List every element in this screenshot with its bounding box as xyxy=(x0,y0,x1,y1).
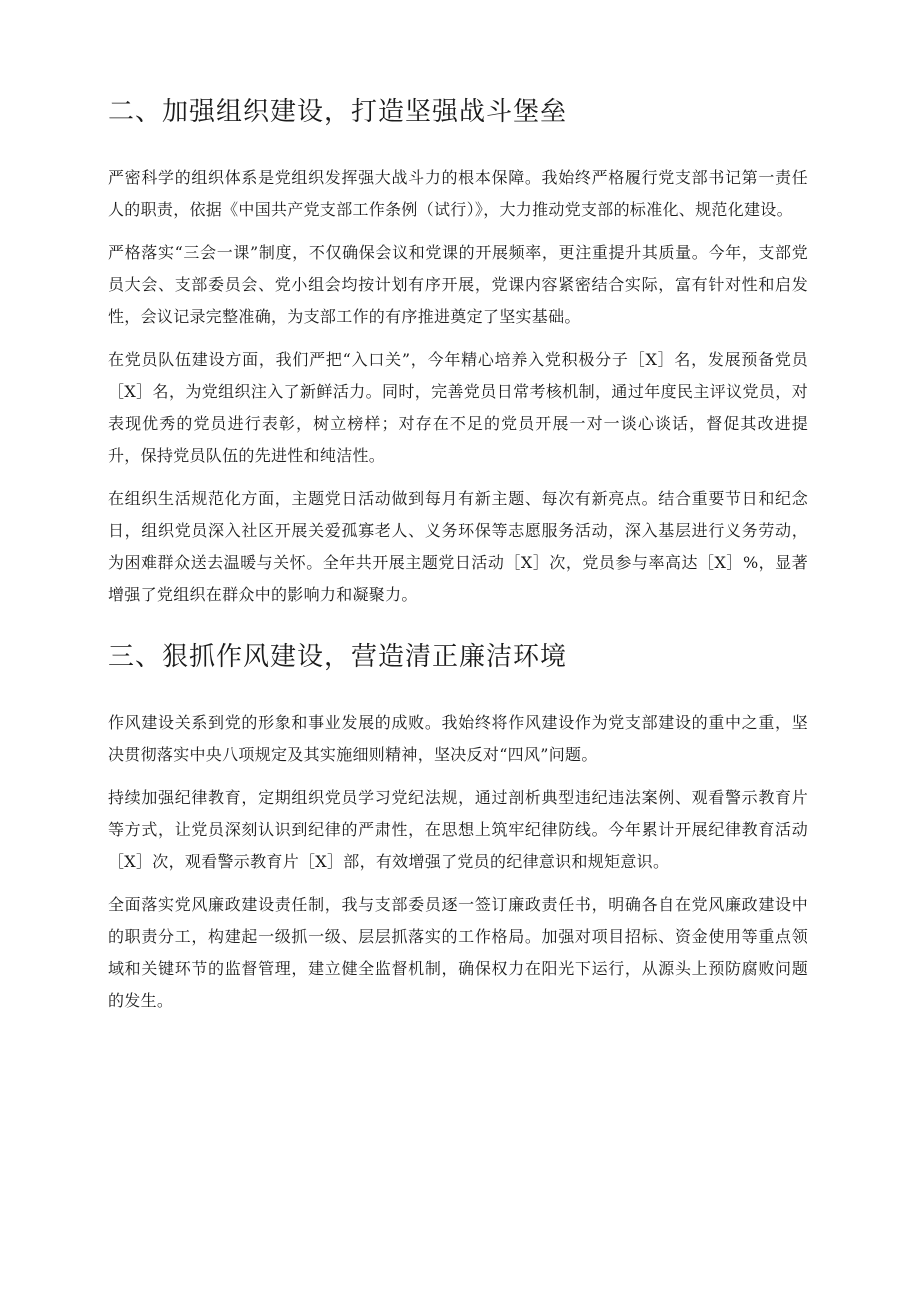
paragraph: 在党员队伍建设方面，我们严把“入口关”，今年精心培养入党积极分子［X］名，发展预备党员［X］名，为党组织注入了新鲜活力。同时，完善党员日常考核机制，通过年度民主评议党员，对表现优秀的党员进行表彰，树立榜样；对存在不足的党员开展一对一谈心谈话，督促其改进提升，保持党员队伍的先进性和纯洁性。 xyxy=(108,350,808,465)
paragraph: 全面落实党风廉政建设责任制，我与支部委员逐一签订廉政责任书，明确各自在党风廉政建设中的职责分工，构建起一级抓一级、层层抓落实的工作格局。加强对项目招标、资金使用等重点领域和关键环节的监督管理，建立健全监督机制，确保权力在阳光下运行，从源头上预防腐败问题的发生。 xyxy=(108,895,808,1010)
section-heading: 二、加强组织建设，打造坚强战斗堡垒 xyxy=(108,97,568,127)
paragraph: 严格落实“三会一课”制度，不仅确保会议和党课的开展频率，更注重提升其质量。今年，支部党员大会、支部委员会、党小组会均按计划有序开展，党课内容紧密结合实际，富有针对性和启发性，会议记录完整准确，为支部工作的有序推进奠定了坚实基础。 xyxy=(108,243,808,326)
paragraph: 持续加强纪律教育，定期组织党员学习党纪法规，通过剖析典型违纪违法案例、观看警示教育片等方式，让党员深刻认识到纪律的严肃性，在思想上筑牢纪律防线。今年累计开展纪律教育活动［X］次，观看警示教育片［X］部，有效增强了党员的纪律意识和规矩意识。 xyxy=(108,788,808,871)
document-content xyxy=(108,92,808,1028)
section-organization xyxy=(108,92,808,611)
section-heading: 三、狠抓作风建设，营造清正廉洁环境 xyxy=(108,642,568,672)
paragraph: 严密科学的组织体系是党组织发挥强大战斗力的根本保障。我始终严格履行党支部书记第一责任人的职责，依据《中国共产党支部工作条例（试行）》，大力推动党支部的标准化、规范化建设。 xyxy=(108,168,808,219)
section-work-style xyxy=(108,637,808,1017)
paragraph: 作风建设关系到党的形象和事业发展的成败。我始终将作风建设作为党支部建设的重中之重，坚决贯彻落实中央八项规定及其实施细则精神，坚决反对“四风”问题。 xyxy=(108,713,808,764)
paragraph: 在组织生活规范化方面，主题党日活动做到每月有新主题、每次有新亮点。结合重要节日和纪念日，组织党员深入社区开展关爱孤寡老人、义务环保等志愿服务活动，深入基层进行义务劳动，为困难群众送去温暖与关怀。全年共开展主题党日活动［X］次，党员参与率高达［X］%，显著增强了党组织在群众中的影响力和凝聚力。 xyxy=(108,489,808,604)
